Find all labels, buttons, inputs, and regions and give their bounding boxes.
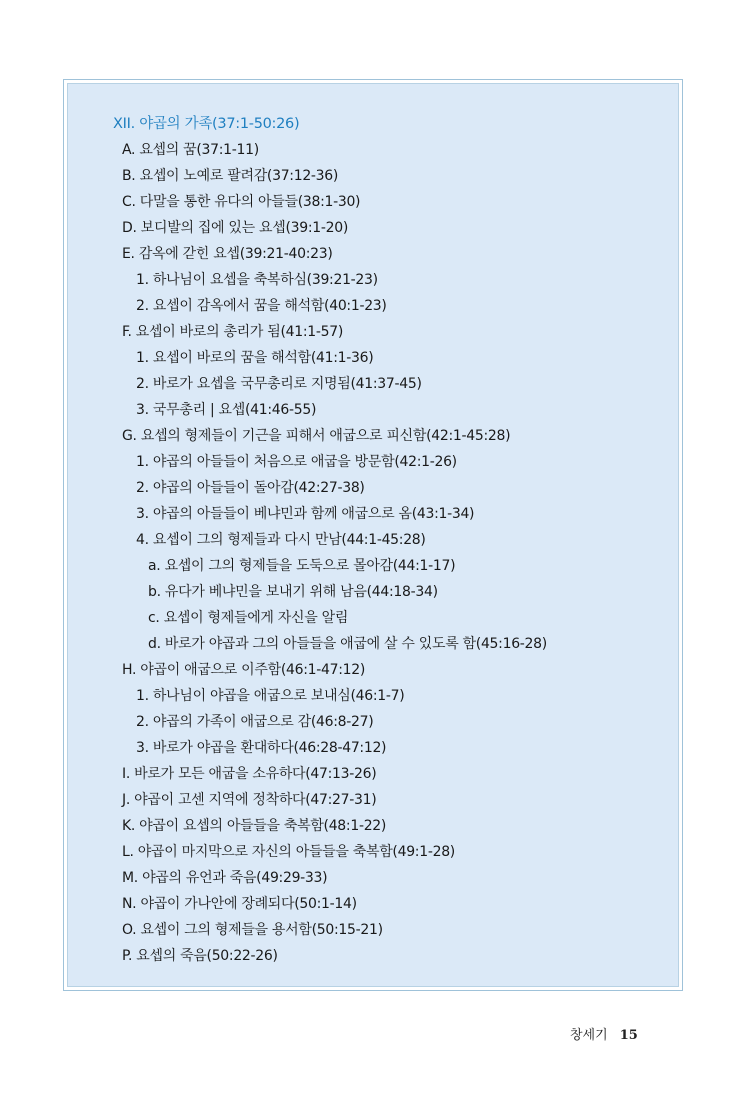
outline-item: I. 바로가 모든 애굽을 소유하다(47:13-26) bbox=[122, 766, 377, 782]
outline-item: O. 요셉이 그의 형제들을 용서함(50:15-21) bbox=[122, 922, 383, 938]
book-name: 창세기 bbox=[570, 1028, 608, 1043]
outline-box-inner bbox=[67, 83, 679, 987]
outline-item: H. 야곱이 애굽으로 이주함(46:1-47:12) bbox=[122, 662, 365, 678]
page-footer bbox=[570, 1024, 638, 1043]
outline-list bbox=[68, 84, 678, 986]
outline-item: c. 요셉이 형제들에게 자신을 알림 bbox=[148, 610, 349, 626]
outline-item: J. 야곱이 고센 지역에 정착하다(47:27-31) bbox=[122, 792, 377, 808]
outline-item: 2. 야곱의 아들들이 돌아감(42:27-38) bbox=[136, 480, 365, 496]
outline-item: b. 유다가 베냐민을 보내기 위해 남음(44:18-34) bbox=[148, 584, 438, 600]
outline-item: 2. 바로가 요셉을 국무총리로 지명됨(41:37-45) bbox=[136, 376, 422, 392]
outline-item: E. 감옥에 갇힌 요셉(39:21-40:23) bbox=[122, 246, 333, 262]
outline-item: 3. 국무총리 | 요셉(41:46-55) bbox=[136, 402, 317, 418]
outline-item: B. 요셉이 노예로 팔려감(37:12-36) bbox=[122, 168, 339, 184]
outline-item: P. 요셉의 죽음(50:22-26) bbox=[122, 948, 278, 964]
outline-item: F. 요셉이 바로의 총리가 됨(41:1-57) bbox=[122, 324, 344, 340]
outline-item: 1. 하나님이 요셉을 축복하심(39:21-23) bbox=[136, 272, 378, 288]
page-number: 15 bbox=[619, 1028, 638, 1043]
outline-item: 4. 요셉이 그의 형제들과 다시 만남(44:1-45:28) bbox=[136, 532, 426, 548]
outline-item: K. 야곱이 요셉의 아들들을 축복함(48:1-22) bbox=[122, 818, 387, 834]
outline-item: 1. 하나님이 야곱을 애굽으로 보내심(46:1-7) bbox=[136, 688, 405, 704]
outline-item: G. 요셉의 형제들이 기근을 피해서 애굽으로 피신함(42:1-45:28) bbox=[122, 428, 511, 444]
outline-item: C. 다말을 통한 유다의 아들들(38:1-30) bbox=[122, 194, 361, 210]
outline-item: L. 야곱이 마지막으로 자신의 아들들을 축복함(49:1-28) bbox=[122, 844, 455, 860]
outline-box bbox=[63, 79, 683, 991]
outline-item: 3. 야곱의 아들들이 베냐민과 함께 애굽으로 옴(43:1-34) bbox=[136, 506, 475, 522]
outline-item: d. 바로가 야곱과 그의 아들들을 애굽에 살 수 있도록 함(45:16-28) bbox=[148, 636, 547, 652]
outline-item: D. 보디발의 집에 있는 요셉(39:1-20) bbox=[122, 220, 348, 236]
outline-title: XII. 야곱의 가족(37:1-50:26) bbox=[113, 116, 300, 132]
outline-item: 1. 야곱의 아들들이 처음으로 애굽을 방문함(42:1-26) bbox=[136, 454, 457, 470]
outline-item: 2. 요셉이 감옥에서 꿈을 해석함(40:1-23) bbox=[136, 298, 387, 314]
outline-item: A. 요셉의 꿈(37:1-11) bbox=[122, 142, 259, 158]
outline-item: N. 야곱이 가나안에 장례되다(50:1-14) bbox=[122, 896, 357, 912]
outline-item: M. 야곱의 유언과 죽음(49:29-33) bbox=[122, 870, 328, 886]
outline-item: a. 요셉이 그의 형제들을 도둑으로 몰아감(44:1-17) bbox=[148, 558, 456, 574]
outline-item: 3. 바로가 야곱을 환대하다(46:28-47:12) bbox=[136, 740, 387, 756]
outline-item: 2. 야곱의 가족이 애굽으로 감(46:8-27) bbox=[136, 714, 374, 730]
outline-item: 1. 요셉이 바로의 꿈을 해석함(41:1-36) bbox=[136, 350, 374, 366]
